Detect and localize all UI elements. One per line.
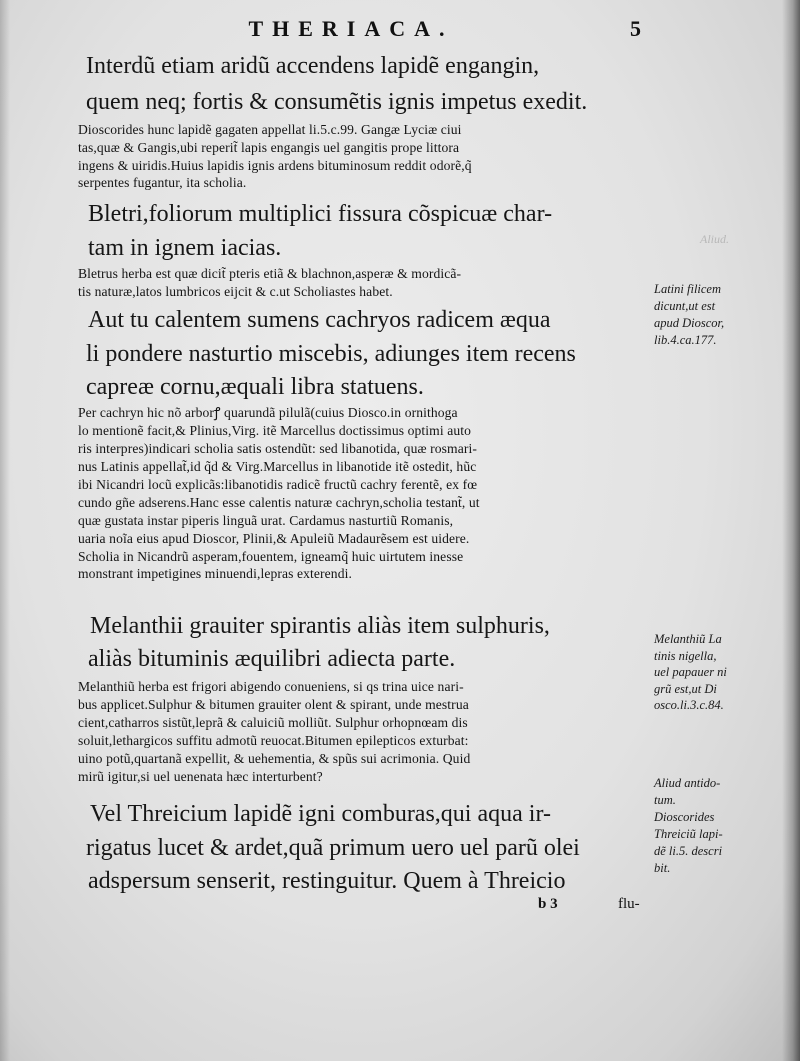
margin-note-line: dicunt,ut est [654,299,716,313]
margin-note-line: Latini filicem [654,282,722,296]
catchword: flu- [618,896,640,912]
page-number: 5 [630,16,641,41]
verse-line: Aut tu calentem sumens cachryos radicem æqua [88,307,551,333]
commentary-line: cundo gñe adserens.Hanc esse calentis naturæ cachryn,scholia testant̃, ut [78,495,480,510]
signature-mark: b 3 [538,896,558,912]
commentary-line: monstrant impetigines minuendi,lepras exterendi. [78,566,352,581]
commentary-line: mirũ igitur,si uel uenenata hæc interturbent? [78,769,323,784]
verse-line: Interdũ etiam aridũ accendens lapidẽ engangin, [86,53,540,79]
commentary-line: bus applicet.Sulphur & bitumen grauiter olent & spirant, unde mestrua [78,697,469,712]
margin-note-line: Dioscorides [654,810,715,824]
commentary-line: ingens & uiridis.Huius lapidis ignis ardens bituminosum reddit odorẽ,q̃ [78,158,472,173]
commentary-line: nus Latinis appellat̃,id q̃d & Virg.Marcellus in libanotide itẽ ostedit, hũc [78,459,477,474]
bleed-through-text: Aliud. [700,232,729,246]
verse-line: capreæ cornu,æquali libra statuens. [86,374,424,400]
margin-note-line: grũ est,ut Di [654,681,717,696]
margin-note-line: tum. [654,793,676,807]
commentary-line: uaria noĩa eius apud Dioscor, Plinii,& Apuleiũ Madaurẽsem est uidere. [78,531,470,546]
margin-note-line: lib.4.ca.177. [654,333,717,347]
verse-line: Vel Threicium lapidẽ igni comburas,qui aqua ir- [90,801,551,827]
verse-line: tam in ignem iacias. [88,235,282,261]
commentary-line: tas,quæ & Gangis,ubi reperit̃ lapis engangis uel gangitis prope littora [78,140,460,155]
verse-line: Melanthii grauiter spirantis aliàs item sulphuris, [90,613,550,639]
commentary-line: ris interpres)indicari scholia satis ostendũt: sed libanotida, quæ rosmari- [78,441,477,456]
verse-line: li pondere nasturtio miscebis, adiunges item recens [86,341,576,367]
commentary-line: lo mentionẽ facit,& Plinius,Virg. itẽ Marcellus doctissimus optimi auto [78,423,472,438]
commentary-line: cient,catharros sistũt,leprã & caluiciũ molliũt. Sulphur orhopnœam dis [78,715,468,730]
margin-note-line: Melanthiũ La [654,632,722,646]
margin-note-line: apud Dioscor, [654,316,725,330]
margin-note-line: dẽ li.5. descri [654,844,723,858]
page-shadow-right [782,0,800,1061]
page-shadow-left [0,0,10,1061]
verse-line: Bletri,foliorum multiplici fissura cõspicuæ char- [88,201,553,227]
margin-note-line: Threiciũ lapi- [654,827,723,841]
commentary-line: serpentes fugantur, ita scholia. [78,175,247,190]
margin-note-line: uel papauer ni [654,665,727,679]
commentary-line: Dioscorides hunc lapidẽ gagaten appellat li.5.c.99. Gangæ Lyciæ ciui [78,122,462,137]
commentary-line: uino potũ,quartanã expellit, & uehementia, & spũs sui acrimonia. Quid [78,751,471,766]
margin-note-line: tinis nigella, [654,648,717,663]
margin-note-line: osco.li.3.c.84. [654,698,724,712]
commentary-line: Melanthiũ herba est frigori abigendo conueniens, si qs trina uice nari- [78,679,464,694]
commentary-line: ibi Nicandri locũ explicãs:libanotidis radicẽ fructũ cachry ferentẽ, ex fœ [78,477,478,492]
margin-note-line: bit. [654,861,671,875]
verse-line: rigatus lucet & ardet,quã primum uero uel parũ olei [86,835,580,861]
commentary-line: Bletrus herba est quæ dicit̃ pteris etiã & blachnon,asperæ & mordicã- [78,266,462,281]
margin-note-line: Aliud antido- [654,776,721,790]
commentary-line: quæ gustata instar piperis linguã urat. Cardamus nasturtiũ Romanis, [78,513,454,528]
commentary-line: Per cachryn hic nõ arborꝭ quarundã pilulã(cuius Diosco.in ornithoga [78,405,458,420]
commentary-line: tis naturæ,latos lumbricos eijcit & c.ut Scholiastes habet. [78,284,393,299]
verse-line: adspersum senserit, restinguitur. Quem à Threicio [88,868,566,894]
verse-line: quem neq; fortis & consumẽtis ignis impetus exedit. [86,89,588,115]
commentary-line: Scholia in Nicandrũ asperam,fouentem, igneamq̃ huic uirtutem inesse [78,549,464,564]
running-head: THERIACA. [248,16,454,41]
commentary-line: soluit,lethargicos suffitu admotũ reuocat.Bitumen epilepticos exturbat: [78,733,469,748]
verse-line: aliàs bituminis æquilibri adiecta parte. [88,646,456,672]
